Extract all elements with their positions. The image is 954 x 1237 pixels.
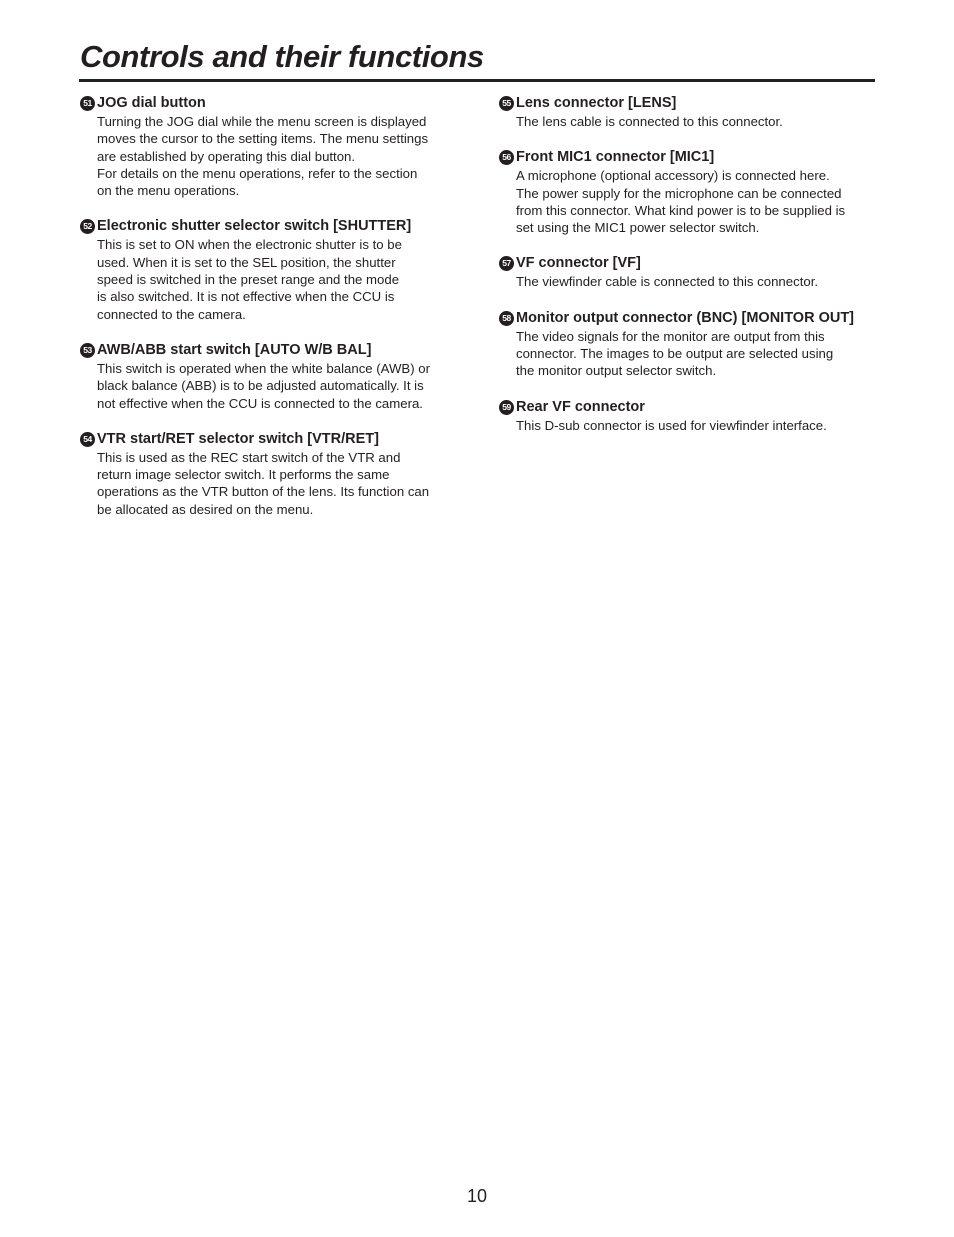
item-description: [80, 113, 460, 199]
page-number: 10: [466, 1186, 488, 1206]
item-description: [80, 449, 460, 518]
item-heading-text: JOG dial button: [97, 95, 206, 111]
item-heading: [499, 309, 879, 328]
item-heading: [499, 94, 879, 113]
description-line: used. When it is set to the SEL position, the shutter: [97, 254, 396, 270]
number-badge: 53: [80, 343, 95, 358]
description-line: This is used as the REC start switch of the VTR and: [97, 449, 401, 465]
description-line: on the menu operations.: [97, 183, 240, 199]
description-line: are established by operating this dial button.: [97, 148, 356, 164]
number-badge: 54: [80, 432, 95, 447]
description-line: This switch is operated when the white balance (AWB) or: [97, 360, 431, 376]
item-heading-text: Monitor output connector (BNC) [MONITOR OUT]: [516, 309, 855, 326]
item-heading-text: Front MIC1 connector [MIC1]: [516, 149, 715, 166]
description-line: from this connector. What kind power is to be supplied is: [516, 202, 846, 218]
description-line: the monitor output selector switch.: [516, 363, 717, 379]
item-heading-text: Electronic shutter selector switch [SHUTTER]: [97, 218, 412, 235]
item-heading: [499, 148, 879, 167]
description-line: connector. The images to be output are selected using: [516, 346, 834, 362]
number-badge: 52: [80, 219, 95, 234]
item-description: [499, 328, 879, 380]
item-rear-vf-connector: [499, 398, 879, 434]
number-badge: 56: [499, 150, 514, 165]
item-front-mic1-connector: [499, 148, 879, 236]
description-line: The viewfinder cable is connected to this connector.: [516, 274, 819, 290]
description-line: This is set to ON when the electronic shutter is to be: [97, 237, 402, 253]
item-monitor-output-connector: [499, 309, 879, 380]
right-column: [499, 94, 879, 452]
description-line: Turning the JOG dial while the menu screen is displayed: [97, 114, 427, 129]
item-heading: [80, 94, 460, 113]
description-line: The lens cable is connected to this connector.: [516, 114, 783, 129]
item-heading: [80, 341, 460, 360]
item-shutter-switch: [80, 217, 460, 322]
left-column: [80, 94, 460, 536]
title-rule: [79, 79, 875, 82]
description-line: connected to the camera.: [97, 306, 246, 322]
description-line: moves the cursor to the setting items. The menu settings: [97, 131, 429, 147]
item-vtr-ret-switch: [80, 430, 460, 518]
description-line: A microphone (optional accessory) is connected here.: [516, 168, 830, 184]
description-line: is also switched. It is not effective when the CCU is: [97, 289, 395, 305]
number-badge: 55: [499, 96, 514, 111]
description-line: The video signals for the monitor are output from this: [516, 328, 825, 344]
item-description: [499, 167, 879, 236]
item-description: [499, 417, 879, 434]
item-description: [80, 360, 460, 412]
item-description: [499, 113, 879, 130]
item-vf-connector: [499, 254, 879, 290]
description-line: speed is switched in the preset range and the mode: [97, 272, 400, 288]
item-description: [499, 273, 879, 290]
description-line: This D-sub connector is used for viewfinder interface.: [516, 417, 827, 433]
item-heading: [80, 217, 460, 236]
item-jog-dial-button: [80, 94, 460, 199]
item-description: [80, 236, 460, 322]
description-line: not effective when the CCU is connected to the camera.: [97, 395, 423, 411]
description-line: For details on the menu operations, refer to the section: [97, 165, 418, 181]
number-badge: 59: [499, 400, 514, 415]
description-line: be allocated as desired on the menu.: [97, 501, 314, 517]
description-line: black balance (ABB) is to be adjusted automatically. It is: [97, 378, 424, 394]
item-awb-abb-switch: [80, 341, 460, 412]
item-heading-text: Lens connector [LENS]: [516, 95, 677, 111]
item-heading: [499, 398, 879, 417]
description-line: operations as the VTR button of the lens. Its function can: [97, 484, 430, 500]
item-heading-text: VF connector [VF]: [516, 255, 641, 272]
description-line: The power supply for the microphone can be connected: [516, 185, 842, 201]
item-heading-text: AWB/ABB start switch [AUTO W/B BAL]: [97, 341, 372, 358]
page-title: Controls and their functions: [80, 39, 484, 74]
item-heading: [499, 254, 879, 273]
number-badge: 58: [499, 311, 514, 326]
item-lens-connector: [499, 94, 879, 130]
description-line: set using the MIC1 power selector switch.: [516, 220, 760, 236]
number-badge: 51: [80, 96, 95, 111]
item-heading: [80, 430, 460, 449]
number-badge: 57: [499, 256, 514, 271]
item-heading-text: VTR start/RET selector switch [VTR/RET]: [97, 430, 379, 447]
item-heading-text: Rear VF connector: [516, 398, 645, 415]
description-line: return image selector switch. It performs the same: [97, 467, 390, 483]
